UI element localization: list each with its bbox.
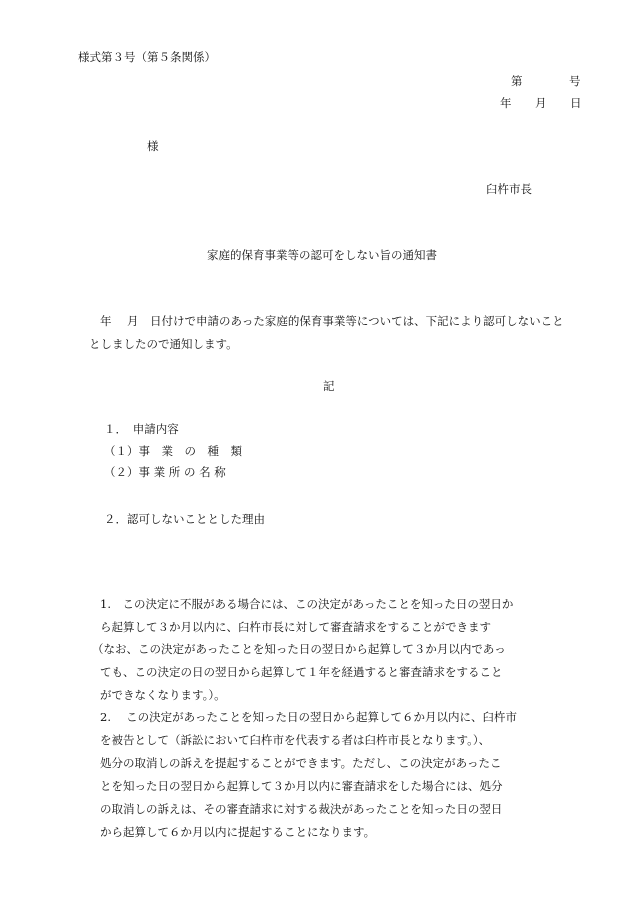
addressee-suffix: 様 — [147, 139, 159, 153]
item-1-sub-1: （１）事 業 の 種 類 — [104, 444, 242, 458]
note-1-line-4: ても、この決定の日の翌日から起算して１年を経過すると審査請求をすること — [100, 665, 503, 679]
body-line-1: 日付けで申請のあった家庭的保育事業等については、下記により認可しないこと — [150, 314, 564, 328]
item-2-heading: ２．認可しないこととした理由 — [104, 512, 265, 526]
note-2-line-6: から起算して６か月以内に提起することになります。 — [100, 825, 376, 839]
note-2-line-4: とを知った日の翌日から起算して３か月以内に審査請求をした場合には、処分 — [100, 779, 503, 793]
form-number: 様式第３号（第５条関係） — [78, 50, 216, 64]
document-title: 家庭的保育事業等の認可をしない旨の通知書 — [207, 248, 437, 262]
body-line-2: としましたので通知します。 — [89, 337, 238, 351]
ki-heading: 記 — [323, 379, 335, 393]
date-year-label: 年 — [500, 96, 512, 110]
note-1-line-3: （なお、この決定があったことを知った日の翌日から起算して３か月以内であっ — [92, 642, 506, 656]
body-date-year: 年 — [100, 314, 112, 328]
note-2-line-2: を被告として（訴訟において臼杵市を代表する者は臼杵市長となります。）、 — [100, 733, 491, 747]
note-1-line-2: ら起算して３か月以内に、臼杵市長に対して審査請求をすることができます — [100, 620, 491, 634]
date-day-label: 日 — [570, 96, 582, 110]
body-date-month: 月 — [127, 314, 139, 328]
note-1-line-1: 1. この決定に不服がある場合には、この決定があったことを知った日の翌日か — [100, 597, 514, 611]
note-2-line-3: 処分の取消しの訴えを提起することができます。ただし、この決定があったこ — [100, 756, 502, 770]
note-1-line-5: ができなくなります。）。 — [100, 688, 226, 702]
note-2-line-1: 2. この決定があったことを知った日の翌日から起算して６か月以内に、臼杵市 — [100, 710, 518, 724]
date-month-label: 月 — [535, 96, 547, 110]
item-1-heading: １． 申請内容 — [104, 422, 179, 436]
document-number-prefix: 第 — [511, 74, 523, 88]
item-1-sub-2: （２）事 業 所 の 名 称 — [104, 465, 226, 479]
note-2-line-5: の取消しの訴えは、その審査請求に対する裁決があったことを知った日の翌日 — [100, 802, 503, 816]
issuer-name: 臼杵市長 — [486, 182, 532, 196]
document-number-suffix: 号 — [569, 74, 581, 88]
